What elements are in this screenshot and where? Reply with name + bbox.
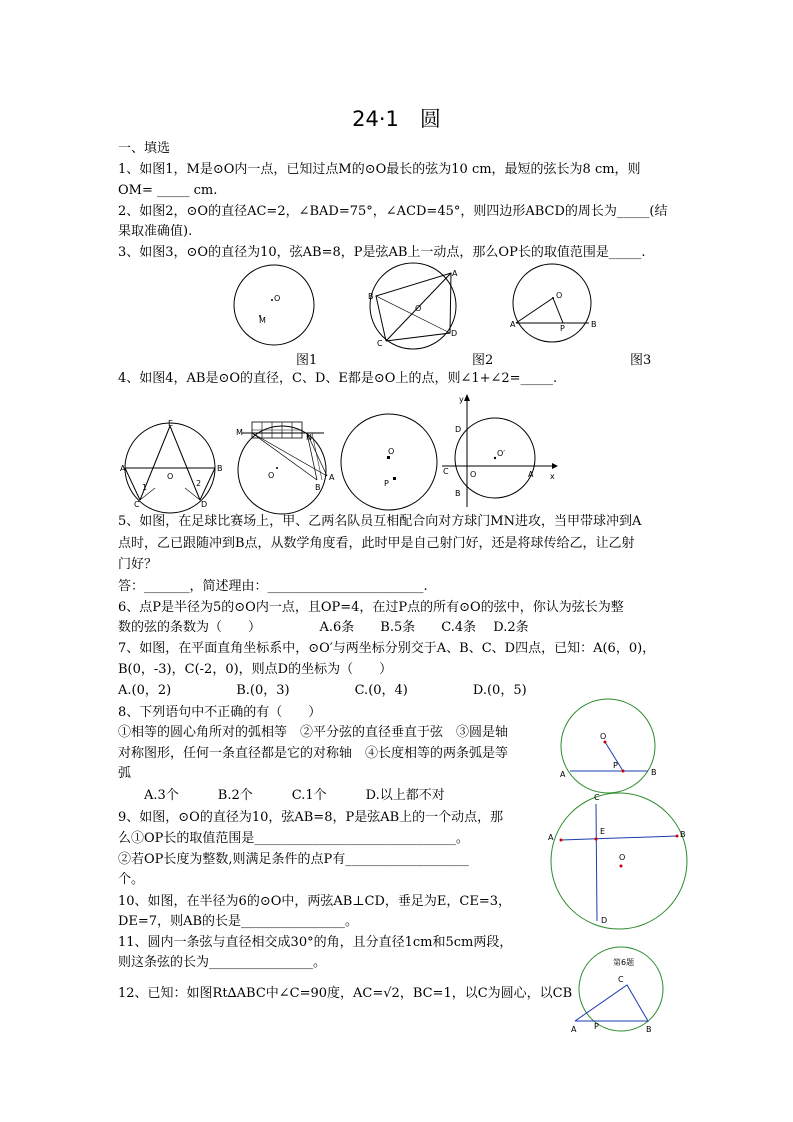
q7-options: A.(0，2) B.(0，3) C.(0，4) D.(0，5) — [118, 683, 527, 698]
q10-line2: DE=7，则AB的长是________________。 — [118, 914, 359, 929]
figure-q10 — [545, 790, 695, 935]
label-O: O — [274, 294, 281, 303]
q8-line4: 弧 — [118, 766, 132, 781]
figure-6 — [340, 412, 440, 512]
figure-3 — [505, 263, 605, 348]
label-C: C — [594, 793, 600, 802]
q2-line2: 果取准确值). — [118, 224, 193, 239]
figure-4 — [120, 418, 225, 513]
q9-line3: ②若OP长度为整数,则满足条件的点P有___________________ — [118, 852, 469, 867]
label-O: O — [556, 291, 563, 300]
label-E: E — [168, 419, 174, 428]
label-P: P — [560, 324, 565, 333]
label-O: O — [167, 472, 174, 481]
label-B: B — [315, 483, 321, 492]
q4-line1: 4、如图4，AB是⊙O的直径，C、D、E都是⊙O上的点，则∠1+∠2=_____. — [118, 371, 558, 386]
label-C: C — [443, 467, 449, 476]
label-A: A — [510, 320, 516, 329]
label-y: y — [459, 395, 464, 404]
label-D: D — [455, 425, 462, 434]
q8-line3: 对称图形，任何一条直径都是它的对称轴 ④长度相等的两条弧是等 — [118, 746, 509, 761]
label-D: D — [201, 500, 208, 509]
label-B: B — [217, 464, 223, 473]
q7-line2: B(0，-3)，C(-2，0)，则点D的坐标为（ ） — [118, 662, 393, 677]
q5-line3: 门好？ — [118, 557, 158, 572]
figure-1 — [225, 263, 325, 348]
label-O: O — [470, 470, 477, 479]
label-B: B — [651, 768, 657, 777]
label-P: P — [613, 761, 618, 770]
label-A: A — [560, 770, 566, 779]
figure-2 — [365, 263, 465, 353]
figure-q12 — [568, 945, 668, 1040]
q10-line1: 10、如图，在半径为6的⊙O中，两弦AB⊥CD，垂足为E，CE=3， — [118, 894, 511, 909]
q8-line2: ①相等的圆心角所对的弧相等 ②平分弦的直径垂直于弦 ③圆是轴 — [118, 725, 509, 740]
q9-line4: 个。 — [118, 872, 145, 887]
caption-fig1: 图1 — [296, 353, 318, 368]
q12-line1: 12、已知：如图Rt∆ABC中∠C=90度，AC=√2，BC=1，以C为圆心，以CB — [118, 986, 573, 1001]
label-B: B — [680, 830, 686, 839]
q11-line1: 11、圆内一条弦与直径相交成30°的角，且分直径1cm和5cm两段， — [118, 935, 513, 950]
figure-5 — [232, 418, 337, 513]
q6-line1: 6、点P是半径为5的⊙O内一点，且OP=4，在过P点的所有⊙O的弦中，你认为弦长为整 — [118, 600, 624, 615]
label-x: x — [550, 472, 555, 481]
label-Oprime: O′ — [497, 449, 506, 458]
q7-line1: 7、如图，在平面直角坐标系中，⊙O′与两坐标分别交于A、B、C、D四点，已知：A(6，0)， — [118, 641, 656, 656]
q11-line2: 则这条弦的长为________________。 — [118, 955, 327, 970]
q3-line1: 3、如图3，⊙O的直径为10，弦AB=8，P是弦AB上一动点，那么OP长的取值范围是_____. — [118, 245, 646, 260]
section-heading: 一、填选 — [118, 141, 171, 156]
q5-line1: 5、如图，在足球比赛场上，甲、乙两名队员互相配合向对方球门MN进攻，当甲带球冲到A — [118, 514, 642, 529]
label-angle1: 1 — [142, 483, 148, 492]
label-C: C — [377, 339, 383, 348]
label-O: O — [600, 732, 607, 741]
caption-fig6: 第6题 — [613, 958, 635, 967]
label-A: A — [528, 470, 534, 479]
label-M: M — [259, 316, 266, 325]
figure-7 — [440, 392, 565, 512]
q9-line1: 9、如图，⊙O的直径为10，弦AB=8，P是弦AB上的一个动点，那 — [118, 810, 504, 825]
q8-options: A.3个 B.2个 C.1个 D.以上都不对 — [118, 788, 445, 803]
label-D: D — [451, 329, 458, 338]
label-M: M — [236, 428, 243, 437]
label-P: P — [384, 479, 389, 488]
caption-fig3: 图3 — [630, 353, 652, 368]
label-A: A — [548, 833, 554, 842]
q2-line1: 2、如图2，⊙O的直径AC=2，∠BAD=75°，∠ACD=45°，则四边形ABCD的周长为_____(结 — [118, 204, 668, 219]
label-B: B — [455, 489, 461, 498]
label-angle2: 2 — [196, 479, 202, 488]
label-C: C — [618, 975, 624, 984]
label-A: A — [571, 1025, 577, 1034]
label-D: D — [601, 916, 608, 925]
label-O: O — [268, 471, 275, 480]
label-B: B — [591, 320, 597, 329]
label-C: C — [134, 500, 140, 509]
page-title: 24·1 圆 — [352, 107, 441, 131]
q6-line2: 数的弦的条数为（ ） A.6条 B.5条 C.4条 D.2条 — [118, 620, 529, 635]
label-O: O — [388, 447, 395, 456]
label-B: B — [368, 292, 374, 301]
q9-line2: 么①OP长的取值范围是_______________________________。 — [118, 831, 469, 846]
label-A: A — [452, 269, 458, 278]
label-O: O — [415, 304, 422, 313]
figure-q8 — [553, 698, 673, 798]
label-N: N — [306, 433, 312, 442]
label-P: P — [594, 1022, 599, 1031]
label-B: B — [646, 1025, 652, 1034]
q1-line2: OM= _____ cm. — [118, 183, 218, 198]
label-A: A — [329, 473, 335, 482]
caption-fig2: 图2 — [472, 353, 494, 368]
label-E: E — [600, 827, 606, 836]
q5-line2: 点时，乙已跟随冲到B点，从数学角度看，此时甲是自己射门好，还是将球传给乙，让乙射 — [118, 536, 635, 551]
q1-line1: 1、如图1，M是⊙O内一点，已知过点M的⊙O最长的弦为10 cm，最短的弦长为8 cm，则 — [118, 162, 641, 177]
label-O: O — [619, 853, 626, 862]
label-A: A — [120, 464, 126, 473]
q8-line1: 8、下列语句中不正确的有（ ） — [118, 705, 322, 720]
q5-answer: 答：_______，简述理由：________________________. — [118, 579, 428, 594]
